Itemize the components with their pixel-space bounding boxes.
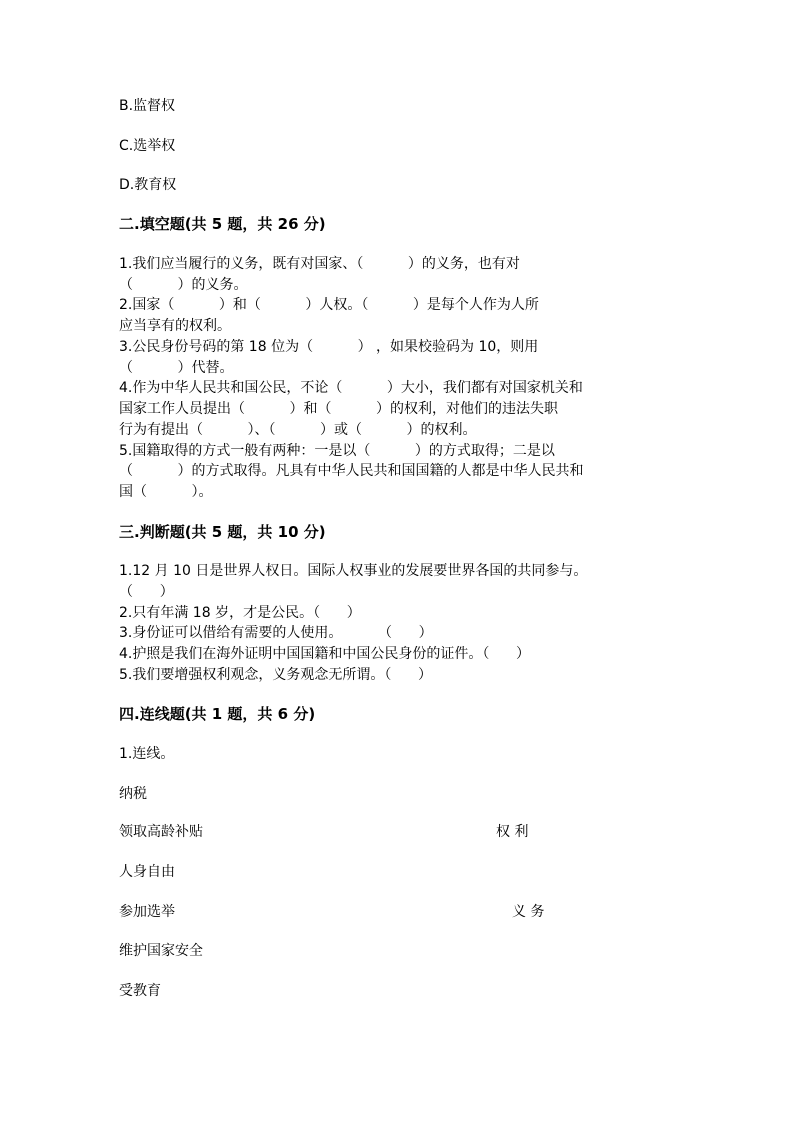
judge-line: 4.护照是我们在海外证明中国国籍和中国公民身份的证件。（ ） <box>119 646 531 662</box>
judge-line: 1.12 月 10 日是世界人权日。国际人权事业的发展要世界各国的共同参与。 <box>119 563 588 579</box>
fill-line: （ ）的义务。 <box>119 277 248 293</box>
fill-line: 应当享有的权利。 <box>119 318 231 334</box>
fill-line: 4.作为中华人民共和国公民，不论（ ）大小，我们都有对国家机关和 <box>119 380 583 396</box>
match-left-item[interactable]: 维护国家安全 <box>119 943 203 959</box>
fill-line: （ ）的方式取得。凡具有中华人民共和国国籍的人都是中华人民共和 <box>119 463 584 479</box>
match-right-item[interactable]: 义 务 <box>512 904 545 920</box>
fill-line: 5.国籍取得的方式一般有两种：一是以（ ）的方式取得；二是以 <box>119 443 555 459</box>
judge-line: （ ） <box>119 584 174 600</box>
option-b: B.监督权 <box>119 98 176 114</box>
fill-line: 国家工作人员提出（ ）和（ ）的权利，对他们的违法失职 <box>119 401 559 417</box>
match-left-item[interactable]: 参加选举 <box>119 904 175 920</box>
match-left-item[interactable]: 领取高龄补贴 <box>119 824 203 840</box>
section2-heading: 二.填空题(共 5 题，共 26 分) <box>119 215 326 233</box>
match-left-item[interactable]: 纳税 <box>119 786 147 802</box>
fill-line: 2.国家（ ）和（ ）人权。（ ）是每个人作为人所 <box>119 297 539 313</box>
fill-line: 国（ ）。 <box>119 484 213 500</box>
match-left-item[interactable]: 受教育 <box>119 983 161 999</box>
option-c: C.选举权 <box>119 138 176 154</box>
fill-line: 3.公民身份号码的第 18 位为（ ） ，如果校验码为 10，则用 <box>119 339 539 355</box>
match-left-item[interactable]: 人身自由 <box>119 864 175 880</box>
match-right-item[interactable]: 权 利 <box>496 824 529 840</box>
section3-heading: 三.判断题(共 5 题，共 10 分) <box>119 523 326 541</box>
option-d: D.教育权 <box>119 177 177 193</box>
fill-line: （ ）代替。 <box>119 360 234 376</box>
fill-line: 1.我们应当履行的义务，既有对国家、（ ）的义务，也有对 <box>119 256 520 272</box>
match-question: 1.连线。 <box>119 746 175 762</box>
judge-line: 2.只有年满 18 岁，才是公民。（ ） <box>119 605 361 621</box>
fill-line: 行为有提出（ ）、（ ）或（ ）的权利。 <box>119 422 477 438</box>
section4-heading: 四.连线题(共 1 题，共 6 分) <box>119 705 316 723</box>
judge-line: 3.身份证可以借给有需要的人使用。 （ ） <box>119 625 433 641</box>
judge-line: 5.我们要增强权利观念，义务观念无所谓。（ ） <box>119 667 433 683</box>
